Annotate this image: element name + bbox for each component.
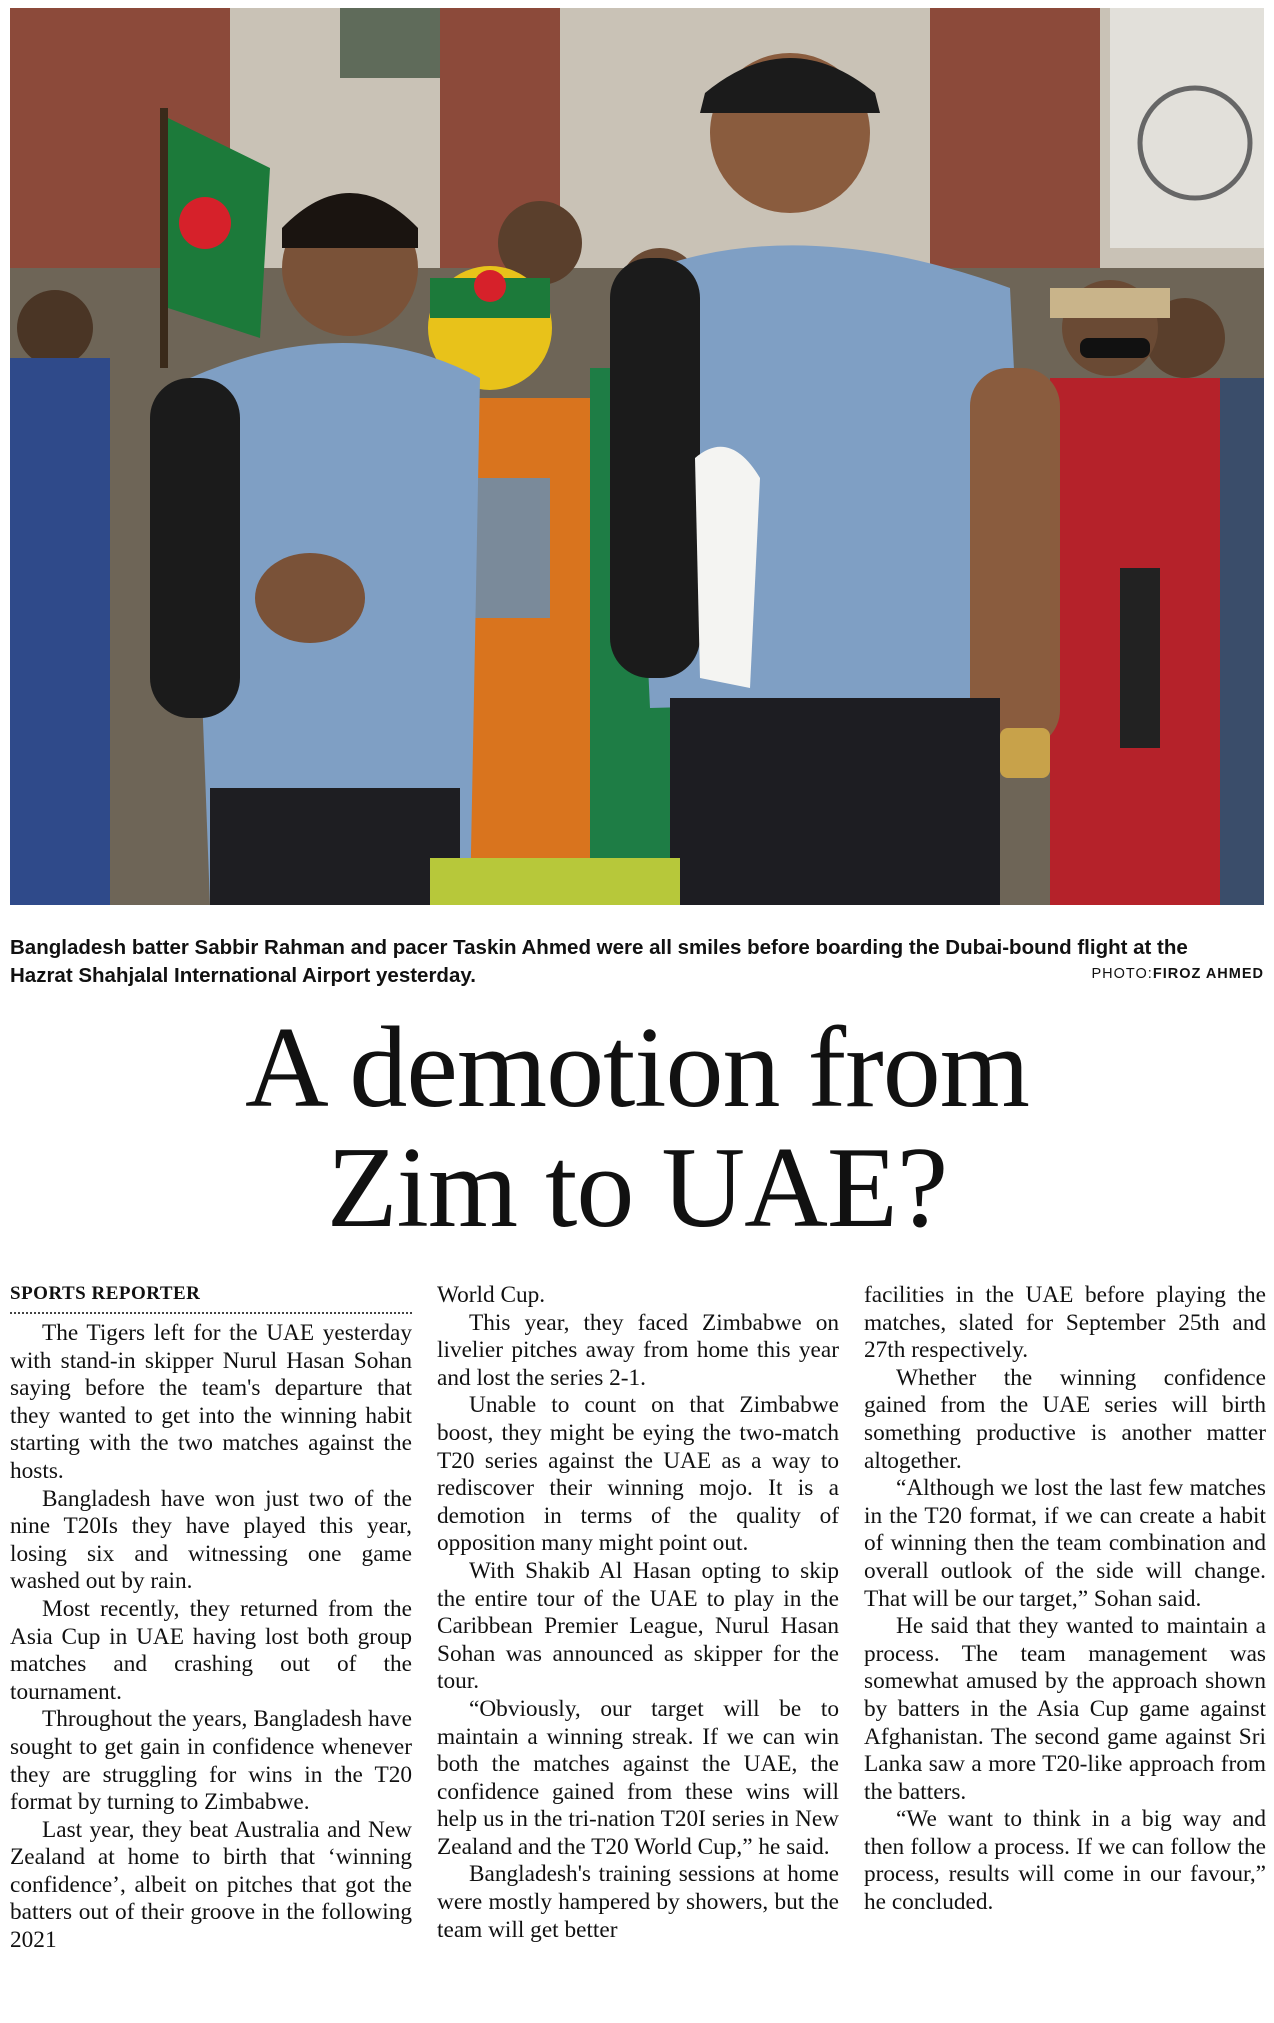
article-column-1 — [10, 1282, 412, 2017]
paragraph: He said that they wanted to maintain a process. The team management was somewhat amused by the approach shown by batters in the Asia Cup game against Afghanistan. The second game against Sri Lanka saw a more T20-like approach from the batters. — [864, 1613, 1266, 1805]
photo-caption — [10, 934, 1264, 990]
paragraph: Unable to count on that Zimbabwe boost, they might be eying the two-match T20 series against the UAE as a way to rediscover their winning mojo. It is a demotion in terms of the quality of opposition many might point out. — [437, 1392, 839, 1557]
paragraph: This year, they faced Zimbabwe on livelier pitches away from home this year and lost the series 2-1. — [437, 1309, 839, 1391]
headline-line-2: Zim to UAE? — [326, 1124, 948, 1252]
paragraph: Most recently, they returned from the Asia Cup in UAE having lost both group matches and crashing out of the tournament. — [10, 1595, 412, 1705]
paragraph: Bangladesh have won just two of the nine T20Is they have played this year, losing six and witnessing one game washed out by rain. — [10, 1485, 412, 1595]
paragraph: “Obviously, our target will be to maintain a winning streak. If we can win both the matches against the UAE, the confidence gained from these wins will help us in the tri-nation T20I series in New Zealand and the T20 World Cup,” he said. — [437, 1695, 839, 1860]
photo-credit — [1092, 966, 1264, 982]
paragraph: Last year, they beat Australia and New Zealand at home to birth that ‘winning confidence’, albeit on pitches that got the batters out of their groove in the following 2021 — [10, 1816, 412, 1954]
paragraph: Whether the winning confidence gained from the UAE series will birth something productive is another matter altogether. — [864, 1364, 1266, 1474]
photo-credit-name: FIROZ AHMED — [1152, 966, 1264, 982]
paragraph: The Tigers left for the UAE yesterday with stand-in skipper Nurul Hasan Sohan saying before the team's departure that they wanted to get into the winning habit starting with the two matches against the hosts. — [10, 1320, 412, 1484]
photo-credit-prefix: PHOTO: — [1091, 966, 1153, 982]
headline-line-1: A demotion from — [244, 1004, 1030, 1132]
paragraph-continued: facilities in the UAE before playing the matches, slated for September 25th and 27th respectively. — [864, 1282, 1266, 1364]
headline — [10, 1004, 1264, 1252]
paragraph: With Shakib Al Hasan opting to skip the entire tour of the UAE to play in the Caribbean Premier League, Nurul Hasan Sohan was announced as skipper for the tour. — [437, 1557, 839, 1695]
article-column-3 — [864, 1282, 1266, 2017]
paragraph: “Although we lost the last few matches in the T20 format, if we can create a habit of winning then the team combination and overall outlook of the side will change. That will be our target,” Sohan said. — [864, 1475, 1266, 1612]
byline: SPORTS REPORTER — [10, 1282, 412, 1314]
paragraph: Bangladesh's training sessions at home were mostly hampered by showers, but the team will get better — [437, 1861, 839, 1943]
article-column-2 — [437, 1282, 839, 2017]
paragraph: “We want to think in a big way and then follow a process. If we can follow the process, results will come in our favour,” he concluded. — [864, 1806, 1266, 1916]
paragraph-continued: World Cup. — [437, 1282, 546, 1308]
news-photo — [10, 8, 1264, 905]
photo-caption-text: Bangladesh batter Sabbir Rahman and pacer Taskin Ahmed were all smiles before boarding the Dubai-bound flight at the Hazrat Shahjalal International Airport yesterday. — [10, 936, 1188, 987]
paragraph: Throughout the years, Bangladesh have sought to get gain in confidence whenever they are struggling for wins in the T20 format by turning to Zimbabwe. — [10, 1706, 412, 1816]
photo-illustration — [10, 8, 1264, 905]
